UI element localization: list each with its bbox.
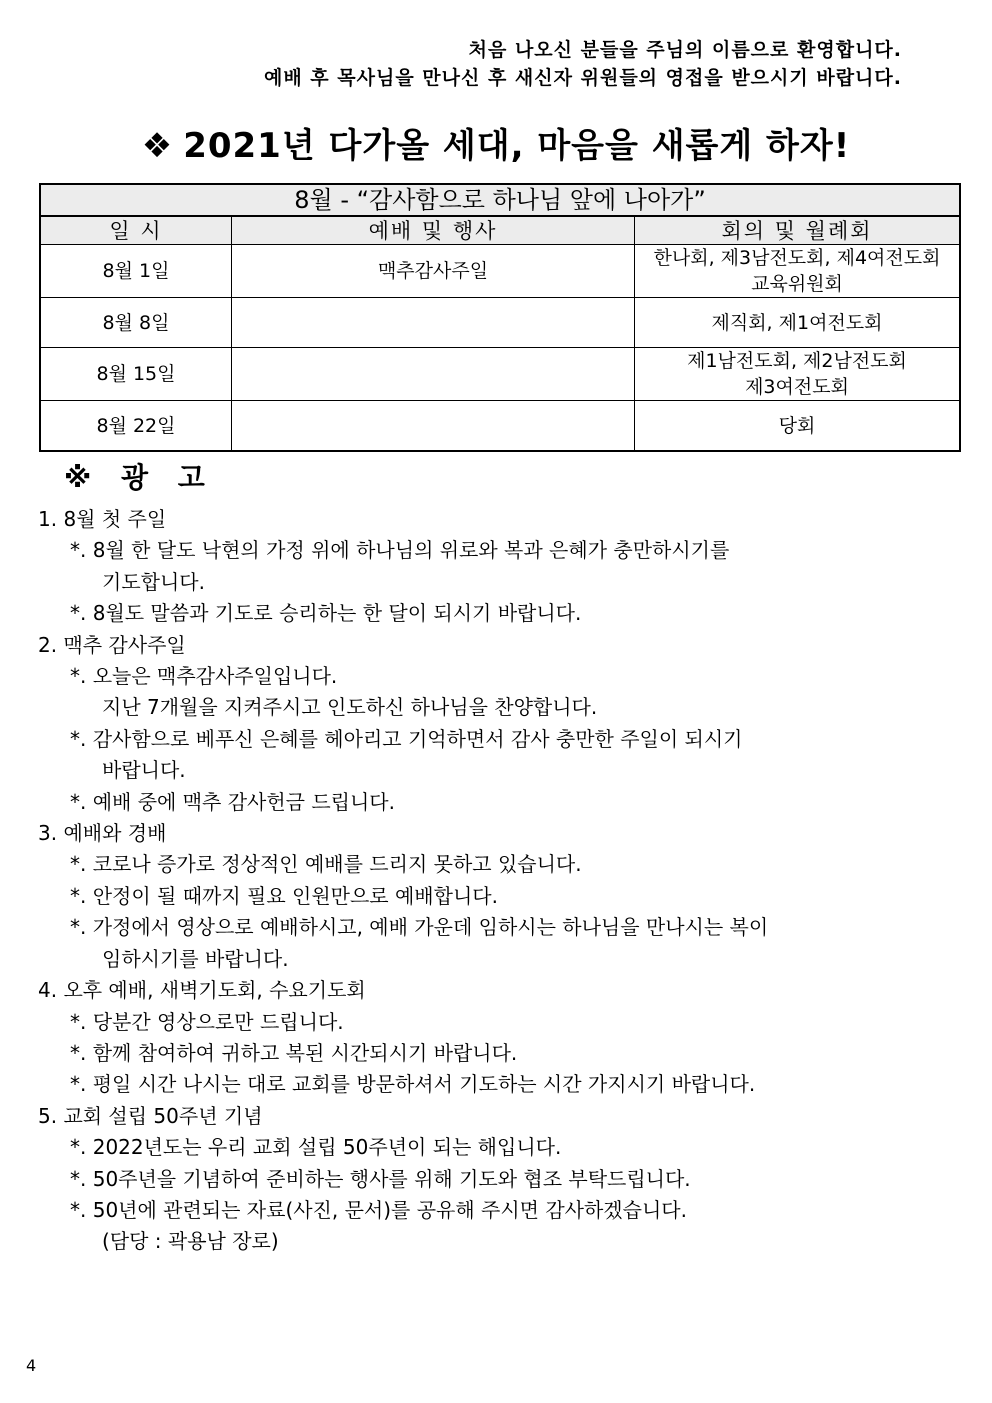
schedule-table [39, 183, 961, 452]
meeting-line: 제1남전도회, 제2남전도회 [687, 350, 907, 372]
list-item [38, 912, 938, 975]
meeting-line: 교육위원회 [751, 273, 843, 295]
list-item [38, 1038, 938, 1069]
announcement-section [38, 975, 938, 1101]
meeting-cell [635, 401, 961, 452]
item-line: *. 평일 시간 나시는 대로 교회를 방문하셔서 기도하는 시간 가지시기 바랍니다. [70, 1072, 756, 1097]
reference-mark-icon: ※ [64, 461, 102, 494]
announcement-section [38, 1101, 938, 1258]
month-title: 8월 - “감사함으로 하나님 앞에 나아가” [40, 184, 960, 216]
section-title: 4. 오후 예배, 새벽기도회, 수요기도회 [38, 978, 366, 1003]
page-number: 4 [26, 1356, 37, 1375]
welcome-message [264, 36, 902, 92]
announcement-section [38, 504, 938, 630]
item-line: 임하시기를 바랍니다. [102, 946, 289, 971]
list-item [38, 724, 938, 787]
date-cell: 8월 8일 [40, 298, 232, 348]
announcement-section [38, 818, 938, 975]
item-line: *. 예배 중에 맥추 감사헌금 드립니다. [70, 789, 395, 814]
list-item [38, 1069, 938, 1100]
item-line: *. 당분간 영상으로만 드립니다. [70, 1009, 344, 1034]
table-row [40, 245, 960, 298]
item-line: *. 코로나 증가로 정상적인 예배를 드리지 못하고 있습니다. [70, 852, 582, 877]
list-item [38, 1132, 938, 1163]
item-line: *. 50년에 관련되는 자료(사진, 문서)를 공유해 주시면 감사하겠습니다. [70, 1197, 687, 1222]
section-title: 3. 예배와 경배 [38, 821, 167, 846]
list-item [38, 787, 938, 818]
item-line: *. 함께 참여하여 귀하고 복된 시간되시기 바랍니다. [70, 1040, 518, 1065]
meeting-cell [635, 348, 961, 401]
item-line: *. 8월 한 달도 낙현의 가정 위에 하나님의 위로와 복과 은혜가 충만하시기를 [70, 538, 730, 563]
item-line: 지난 7개월을 지켜주시고 인도하신 하나님을 찬양합니다. [102, 695, 598, 720]
date-cell: 8월 1일 [40, 245, 232, 298]
list-item [38, 881, 938, 912]
list-item [38, 1007, 938, 1038]
yearly-theme [0, 118, 992, 167]
item-line: *. 오늘은 맥추감사주일입니다. [70, 664, 338, 689]
event-cell [232, 348, 635, 401]
meeting-line: 제직회, 제1여전도회 [711, 311, 883, 334]
meeting-line: 한나회, 제3남전도회, 제4여전도회 [653, 247, 941, 269]
list-item [38, 849, 938, 880]
date-cell: 8월 15일 [40, 348, 232, 401]
date-cell: 8월 22일 [40, 401, 232, 452]
item-line: *. 안정이 될 때까지 필요 인원만으로 예배합니다. [70, 883, 498, 908]
item-line: (담당 : 곽용남 장로) [102, 1229, 279, 1254]
announcements-heading [64, 456, 215, 496]
section-title: 5. 교회 설립 50주년 기념 [38, 1103, 263, 1128]
diamond-icon: ❖ [141, 126, 174, 166]
meeting-line: 당회 [778, 414, 816, 437]
item-line: *. 50주년을 기념하여 준비하는 행사를 위해 기도와 협조 부탁드립니다. [70, 1166, 691, 1191]
announcement-list [38, 504, 938, 1258]
welcome-line-2: 예배 후 목사님을 만나신 후 새신자 위원들의 영접을 받으시기 바랍니다. [263, 67, 902, 89]
table-row [40, 298, 960, 348]
section-title: 2. 맥추 감사주일 [38, 632, 186, 657]
meeting-cell [635, 245, 961, 298]
welcome-line-1: 처음 나오신 분들을 주님의 이름으로 환영합니다. [468, 39, 902, 61]
item-line: *. 감사함으로 베푸신 은혜를 헤아리고 기억하면서 감사 충만한 주일이 되시기 [70, 726, 743, 751]
list-item [38, 661, 938, 724]
header-meeting: 회의 및 월례회 [635, 216, 961, 245]
header-date: 일 시 [40, 216, 232, 245]
meeting-line: 제3여전도회 [745, 376, 849, 398]
item-line: *. 2022년도는 우리 교회 설립 50주년이 되는 해입니다. [70, 1135, 562, 1160]
header-event: 예배 및 행사 [232, 216, 635, 245]
list-item [38, 1164, 938, 1195]
theme-title: 2021년 다가올 세대, 마음을 새롭게 하자! [183, 126, 851, 166]
list-item [38, 1195, 938, 1258]
announcement-section [38, 630, 938, 818]
item-line: 바랍니다. [102, 758, 186, 783]
meeting-cell [635, 298, 961, 348]
event-cell [232, 401, 635, 452]
table-row [40, 401, 960, 452]
event-cell: 맥추감사주일 [232, 245, 635, 298]
table-row [40, 348, 960, 401]
announcements-title: 광 고 [120, 461, 215, 494]
list-item [38, 535, 938, 598]
event-cell [232, 298, 635, 348]
section-title: 1. 8월 첫 주일 [38, 507, 167, 531]
item-line: *. 가정에서 영상으로 예배하시고, 예배 가운데 임하시는 하나님을 만나시는 복이 [70, 915, 769, 940]
item-line: 기도합니다. [102, 569, 205, 594]
item-line: *. 8월도 말씀과 기도로 승리하는 한 달이 되시기 바랍니다. [70, 601, 582, 626]
list-item [38, 598, 938, 629]
